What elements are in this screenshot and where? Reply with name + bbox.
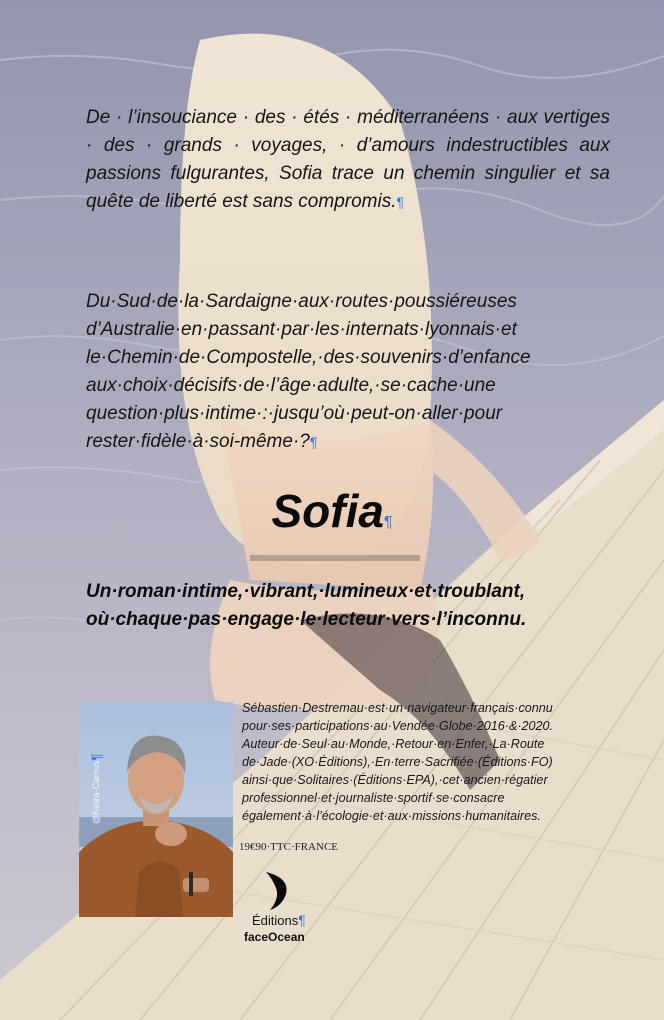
book-title	[0, 484, 664, 538]
publisher-logo	[240, 868, 320, 948]
book-title-text: Sofia	[271, 485, 384, 537]
author-bio: Sébastien·Destremau·est·un·navigateur·français·connu pour·ses·participations·au·Vendée·Globe·2016·&·2020. Auteur·de·Seul·au·Monde,·Retour·en·Enfer,·La·Route de·Jade·(XO·Éditions),·En·terre·Sacrifiée·(Éditions·FO) ainsi·que·Solitaires·(Éditions·EPA),·cet·ancien·régatier professionnel·et·journaliste·sportif·se·consacre également·à·l’écologie·et·aux·missions·humanitaires.	[242, 701, 554, 823]
wave-logo-icon	[260, 868, 294, 912]
pilcrow-mark: ¶	[88, 753, 104, 761]
book-tagline: Un·roman·intime,·vibrant,·lumineux·et·troublant, où·chaque·pas·engage·le·lecteur·vers·l’inconnu.	[86, 581, 527, 630]
blurb-paragraph-1-text: De · l’insouciance · des · étés · méditerranéens · aux vertiges · des · grands · voyages, · d’amours indestructibles aux passions fulgurantes, Sofia trace un chemin singulier et sa quête de liberté est sans compromis.	[86, 107, 610, 212]
pilcrow-mark: ¶	[309, 434, 318, 450]
blurb-paragraph-2-text: Du·Sud·de·la·Sardaigne·aux·routes·poussiéreuses d’Australie·en·passant·par·les·internats·lyonnais·et le·Chemin·de·Compostelle,·des·souvenirs·d’enfance aux·choix·décisifs·de·l’âge·adulte,·se·cache·une question·plus·intime·:·jusqu’où·peut-on·aller·pour rester·fidèle·à·soi-même·?	[86, 291, 531, 452]
pilcrow-mark: ¶	[396, 194, 405, 210]
publisher-name	[252, 912, 306, 928]
price-label: 19€90·TTC·FRANCE	[239, 841, 338, 853]
publisher-name-text: Éditions	[252, 913, 299, 928]
blurb-paragraph-1	[86, 104, 610, 216]
publisher-subname: faceOcean	[244, 930, 305, 944]
blurb-paragraph-2	[86, 288, 610, 456]
pilcrow-mark: ¶	[383, 514, 393, 531]
photo-credit	[88, 714, 108, 824]
pilcrow-mark: ¶	[298, 912, 306, 928]
photo-credit-text: @Kelza·Camus	[91, 760, 101, 824]
